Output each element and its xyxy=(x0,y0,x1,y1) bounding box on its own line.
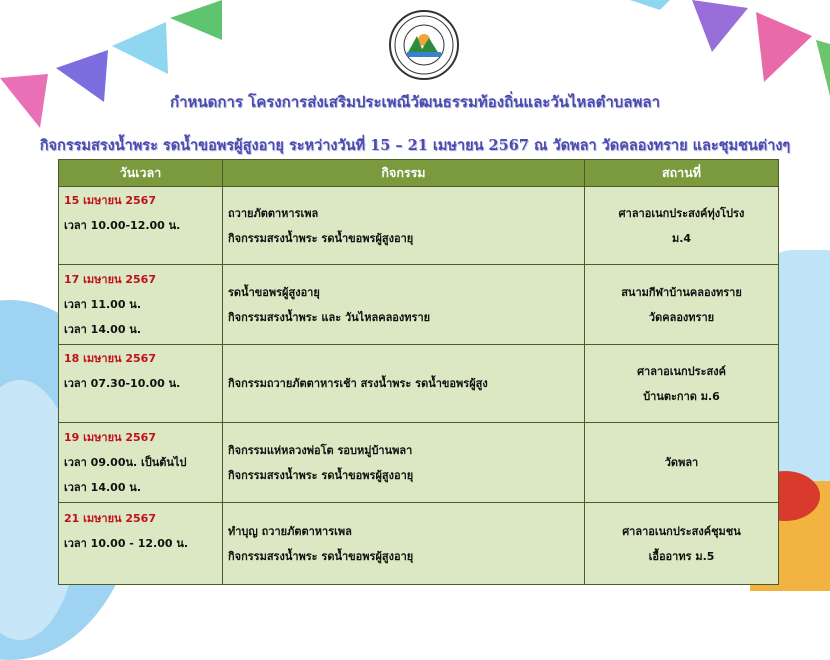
activity-cell xyxy=(223,503,585,585)
flag-blue xyxy=(630,0,670,10)
place-label: บ้านตะกาด ม.6 xyxy=(643,389,720,403)
table-row xyxy=(59,187,779,265)
time-label xyxy=(60,238,221,263)
date-label: 21 เมษายน 2567 xyxy=(64,512,156,525)
activity-label: กิจกรรมสรงน้ำพระ รดน้ำขอพรผู้สูงอายุ xyxy=(228,231,414,245)
activity-label: กิจกรรมสรงน้ำพระ รดน้ำขอพรผู้สูงอายุ xyxy=(228,468,414,482)
place-label: ศาลาอเนกประสงค์ทุ่งโปรง xyxy=(618,206,745,220)
date-label: 15 เมษายน 2567 xyxy=(64,194,156,207)
activity-cell xyxy=(223,265,585,345)
activity-label: กิจกรรมถวายภัตตาหารเช้า สรงน้ำพระ รดน้ำขอพรผู้สูง xyxy=(228,377,488,390)
date-label: 19 เมษายน 2567 xyxy=(64,431,156,444)
logo-emblem-icon xyxy=(393,14,455,76)
activity-cell xyxy=(223,345,585,423)
flag-green xyxy=(816,40,830,96)
place-cell xyxy=(585,187,779,265)
activity-label: กิจกรรมสรงน้ำพระ และ วันไหลคลองทราย xyxy=(228,310,431,324)
table-row xyxy=(59,345,779,423)
page-subtitle: กิจกรรมสรงน้ำพระ รดน้ำขอพรผู้สูงอายุ ระหว่างวันที่ 15 – 21 เมษายน 2567 ณ วัดพลา วัดคลองทราย และชุมชนต่างๆ xyxy=(39,137,791,154)
place-label: เอื้ออาทร ม.5 xyxy=(648,549,715,563)
activity-label: กิจกรรมแห่หลวงพ่อโต รอบหมู่บ้านพลา xyxy=(228,443,413,457)
activity-cell xyxy=(223,187,585,265)
time-label: เวลา 14.00 น. xyxy=(64,481,142,494)
time-label: เวลา 09.00น. เป็นต้นไป xyxy=(64,456,187,469)
place-label: วัดคลองทราย xyxy=(648,310,715,324)
time-label: เวลา 10.00-12.00 น. xyxy=(64,219,181,232)
flag-blue xyxy=(112,22,168,74)
activity-label: ทำบุญ ถวายภัตตาหารเพล xyxy=(228,524,352,538)
place-label: ศาลาอเนกประสงค์ชุมชน xyxy=(622,524,741,538)
time-label xyxy=(60,556,221,581)
column-header-place: สถานที่ xyxy=(585,160,779,187)
time-label: เวลา 11.00 น. xyxy=(64,298,142,311)
place-label: ม.4 xyxy=(671,231,692,245)
place-label: สนามกีฬาบ้านคลองทราย xyxy=(621,285,742,299)
flag-green xyxy=(170,0,222,40)
column-header-datetime: วันเวลา xyxy=(59,160,223,187)
table-header-row xyxy=(59,160,779,187)
datetime-cell xyxy=(59,423,223,503)
municipality-logo xyxy=(389,10,459,80)
time-label: เวลา 10.00 - 12.00 น. xyxy=(64,537,189,550)
schedule-table xyxy=(58,159,779,585)
flag-pink xyxy=(756,12,812,82)
table-row xyxy=(59,265,779,345)
time-label xyxy=(60,396,221,421)
column-header-activity: กิจกรรม xyxy=(223,160,585,187)
page-title: กำหนดการ โครงการส่งเสริมประเพณีวัฒนธรรมท้องถิ่นและวันไหลตำบลพลา xyxy=(169,93,660,111)
date-label: 17 เมษายน 2567 xyxy=(64,273,156,286)
place-cell xyxy=(585,423,779,503)
datetime-cell xyxy=(59,503,223,585)
table-row xyxy=(59,423,779,503)
flag-purple xyxy=(692,0,748,52)
datetime-cell xyxy=(59,345,223,423)
place-label: ศาลาอเนกประสงค์ xyxy=(637,364,726,378)
place-cell xyxy=(585,345,779,423)
time-label: เวลา 14.00 น. xyxy=(64,323,142,336)
date-label: 18 เมษายน 2567 xyxy=(64,352,156,365)
place-cell xyxy=(585,265,779,345)
place-label: วัดพลา xyxy=(664,456,699,469)
activity-label: ถวายภัตตาหารเพล xyxy=(228,206,319,220)
time-label: เวลา 07.30-10.00 น. xyxy=(64,377,181,390)
activity-label: รดน้ำขอพรผู้สูงอายุ xyxy=(228,285,320,299)
activity-label: กิจกรรมสรงน้ำพระ รดน้ำขอพรผู้สูงอายุ xyxy=(228,549,414,563)
table-row xyxy=(59,503,779,585)
activity-cell xyxy=(223,423,585,503)
datetime-cell xyxy=(59,187,223,265)
place-cell xyxy=(585,503,779,585)
datetime-cell xyxy=(59,265,223,345)
